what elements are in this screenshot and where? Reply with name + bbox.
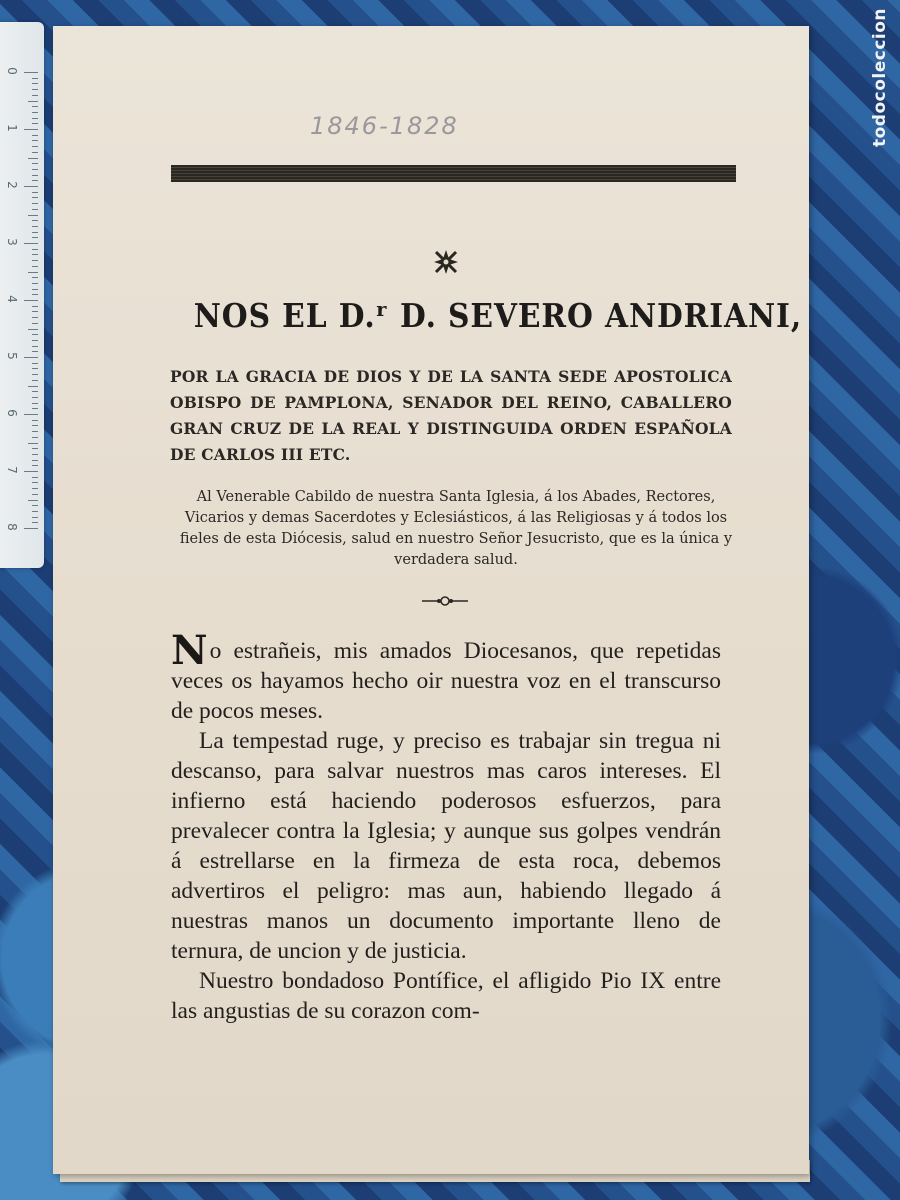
ruler-minor-tick <box>32 340 38 341</box>
ruler-minor-tick <box>32 460 38 461</box>
ruler-minor-tick <box>32 311 38 312</box>
ruler-number: 0 <box>5 67 19 75</box>
ruler-tick <box>24 300 38 301</box>
ruler-tick <box>24 414 38 415</box>
ruler-minor-tick <box>32 163 38 164</box>
ruler-minor-tick <box>32 192 38 193</box>
ruler-minor-tick <box>32 346 38 347</box>
ruler-minor-tick <box>32 249 38 250</box>
ruler-minor-tick <box>32 169 38 170</box>
ruler-minor-tick <box>32 522 38 523</box>
ruler-minor-tick <box>32 368 38 369</box>
watermark-text: todocoleccion <box>870 8 890 148</box>
ruler-minor-tick <box>32 146 38 147</box>
ruler-minor-tick <box>32 431 38 432</box>
header-rule <box>171 165 736 182</box>
ruler-minor-tick <box>32 226 38 227</box>
ruler-minor-tick <box>32 260 38 261</box>
paragraph-3: Nuestro bondadoso Pontífice, el afligido Pio IX entre las angustias de su corazon com- <box>171 968 721 1024</box>
ruler-number: 6 <box>5 409 19 417</box>
ruler-minor-tick <box>32 237 38 238</box>
ruler-tick <box>24 243 38 244</box>
document-address: Al Venerable Cabildo de nuestra Santa Iglesia, á los Abades, Rectores, Vicarios y demas Sacerdotes y Eclesiásticos, á las Religiosas y á todos los fieles de esta Diócesis, salud en nuestro Señor Jesucristo, que es la única y verdadera salud. <box>179 489 733 568</box>
ruler-minor-tick <box>32 294 38 295</box>
ruler-tick <box>24 72 38 73</box>
ruler-minor-tick <box>32 203 38 204</box>
ruler-minor-tick <box>32 403 38 404</box>
body-text <box>171 627 721 1026</box>
ruler-minor-tick <box>32 95 38 96</box>
paragraph-2: La tempestad ruge, y preciso es trabajar sin tregua ni descanso, para salvar nuestros mas caros intereses. El infierno está haciendo poderosos esfuerzos, para prevalecer contra la Iglesia; y aunque sus golpes vendrán á estrellarse en la firmeza de esta roca, debemos advertiros el peligro: mas aun, habiendo llegado á nuestras manos un documento importante lleno de ternura, de uncion y de justicia. <box>171 728 721 964</box>
drop-cap: N <box>171 627 208 674</box>
ruler-minor-tick <box>32 118 38 119</box>
ruler-number: 7 <box>5 466 19 474</box>
ruler-minor-tick <box>32 112 38 113</box>
ruler-tick <box>24 528 38 529</box>
ruler-number: 3 <box>5 238 19 246</box>
ruler-minor-tick <box>32 437 38 438</box>
ruler-minor-tick <box>32 266 38 267</box>
ruler-minor-tick <box>28 101 38 102</box>
ruler-minor-tick <box>32 78 38 79</box>
ruler-minor-tick <box>32 123 38 124</box>
ruler-minor-tick <box>28 443 38 444</box>
ruler-number: 2 <box>5 181 19 189</box>
ruler-minor-tick <box>32 454 38 455</box>
ruler-minor-tick <box>28 158 38 159</box>
ruler-minor-tick <box>32 351 38 352</box>
ruler-minor-tick <box>32 135 38 136</box>
ruler-tick <box>24 129 38 130</box>
ruler-minor-tick <box>28 272 38 273</box>
ruler-minor-tick <box>32 254 38 255</box>
ruler-tick <box>24 186 38 187</box>
ruler-tick <box>24 357 38 358</box>
ruler-minor-tick <box>28 386 38 387</box>
ruler-minor-tick <box>32 232 38 233</box>
ruler-minor-tick <box>32 505 38 506</box>
ruler-minor-tick <box>32 209 38 210</box>
ruler-number: 4 <box>5 295 19 303</box>
ruler-minor-tick <box>32 277 38 278</box>
ruler-number: 1 <box>5 124 19 132</box>
ruler-tick <box>24 471 38 472</box>
ruler-minor-tick <box>28 329 38 330</box>
ruler-minor-tick <box>32 477 38 478</box>
ruler-minor-tick <box>32 511 38 512</box>
ruler-minor-tick <box>32 106 38 107</box>
ruler-minor-tick <box>32 408 38 409</box>
paragraph-1: No estrañeis, mis amados Diocesanos, que repetidas veces os hayamos hecho oir nuestra voz en el transcurso de pocos meses. <box>171 627 721 724</box>
ruler-minor-tick <box>32 488 38 489</box>
ruler-minor-tick <box>32 323 38 324</box>
handwritten-note: 1846-1828 <box>310 112 459 140</box>
ruler-minor-tick <box>32 289 38 290</box>
ruler-number: 5 <box>5 352 19 360</box>
ruler-minor-tick <box>32 89 38 90</box>
ruler-minor-tick <box>32 420 38 421</box>
ruler-minor-tick <box>28 215 38 216</box>
ruler-number: 8 <box>5 523 19 531</box>
ruler-minor-tick <box>32 283 38 284</box>
ruler-minor-tick <box>32 83 38 84</box>
ruler-minor-tick <box>32 494 38 495</box>
ruler-minor-tick <box>32 517 38 518</box>
ruler-minor-tick <box>32 425 38 426</box>
ruler-minor-tick <box>32 334 38 335</box>
cross-ornament-icon <box>433 249 459 275</box>
ruler-minor-tick <box>32 317 38 318</box>
ruler-minor-tick <box>28 500 38 501</box>
document-subtitle: POR LA GRACIA DE DIOS Y DE LA SANTA SEDE APOSTOLICA OBISPO DE PAMPLONA, SENADOR DEL REINO, CABALLERO GRAN CRUZ DE LA REAL Y DISTINGUIDA ORDEN ESPAÑOLA DE CARLOS III ETC. <box>170 367 732 464</box>
ruler-minor-tick <box>32 380 38 381</box>
ruler-minor-tick <box>32 152 38 153</box>
divider-ornament-icon <box>420 594 470 608</box>
ruler-minor-tick <box>32 482 38 483</box>
ruler-minor-tick <box>32 397 38 398</box>
ruler-minor-tick <box>32 175 38 176</box>
document-title: NOS EL D.ʳ D. SEVERO ANDRIANI, <box>193 296 803 335</box>
ruler-minor-tick <box>32 140 38 141</box>
ruler-minor-tick <box>32 374 38 375</box>
ruler-minor-tick <box>32 448 38 449</box>
ruler-minor-tick <box>32 391 38 392</box>
ruler-minor-tick <box>32 197 38 198</box>
ruler <box>0 22 44 568</box>
ruler-minor-tick <box>32 220 38 221</box>
ruler-minor-tick <box>32 465 38 466</box>
ruler-minor-tick <box>32 306 38 307</box>
ruler-minor-tick <box>32 180 38 181</box>
ruler-minor-tick <box>32 363 38 364</box>
